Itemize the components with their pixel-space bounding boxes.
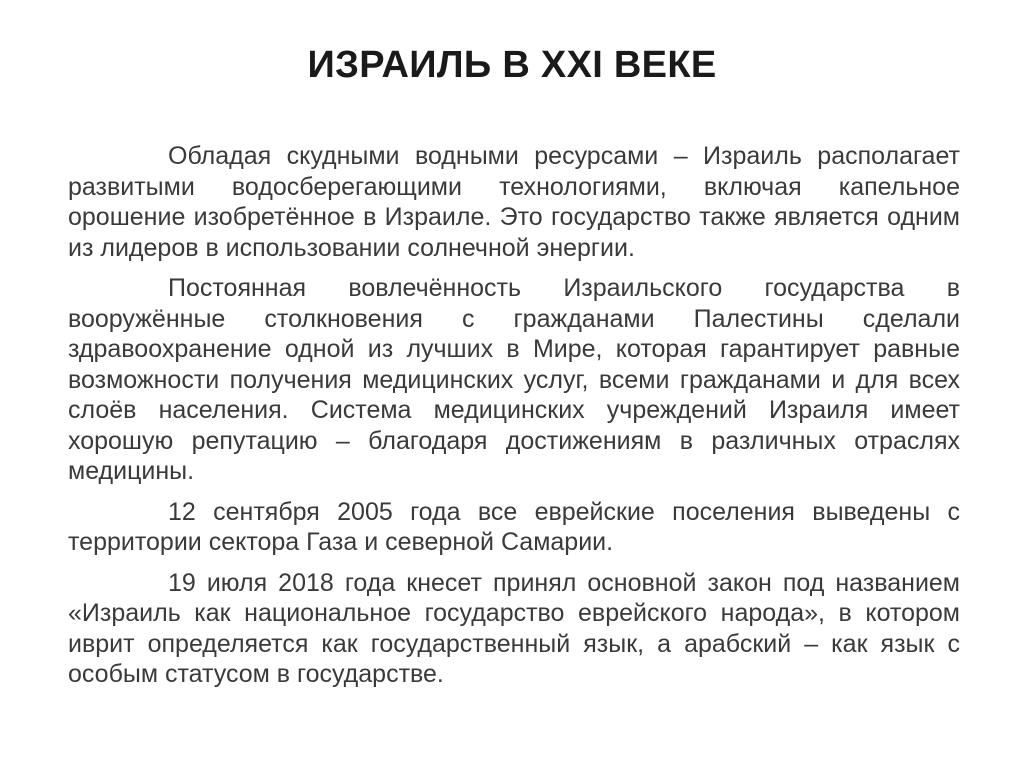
paragraph-nation-state-law: 19 июля 2018 года кнесет принял основной закон под названием «Израиль как национальное государство еврейского народа», в котором иврит определяется как государственный язык, а арабский – как язык с особым статусом в государстве. [68, 568, 960, 688]
paragraph-healthcare: Постоянная вовлечённость Израильского государства в вооружённые столкновения с гражданами Палестины сделали здравоохранение одной из лучших в Мире, которая гарантирует равные возможности получения медицинских услуг, всеми гражданами и для всех слоёв населения. Система медицинских учреждений Израиля имеет хорошую репутацию – благодаря достижениям в различных отраслях медицины. [68, 274, 960, 485]
slide-title: ИЗРАИЛЬ В XXI ВЕКЕ [307, 44, 717, 86]
slide-body [68, 141, 960, 700]
paragraph-gaza-withdrawal: 12 сентября 2005 года все еврейские поселения выведены с территории сектора Газа и северной Самарии. [68, 497, 960, 556]
paragraph-water-technologies: Обладая скудными водными ресурсами – Израиль располагает развитыми водосберегающими технологиями, включая капельное орошение изобретённое в Израиле. Это государство также является одним из лидеров в использовании солнечной энергии. [68, 142, 960, 262]
